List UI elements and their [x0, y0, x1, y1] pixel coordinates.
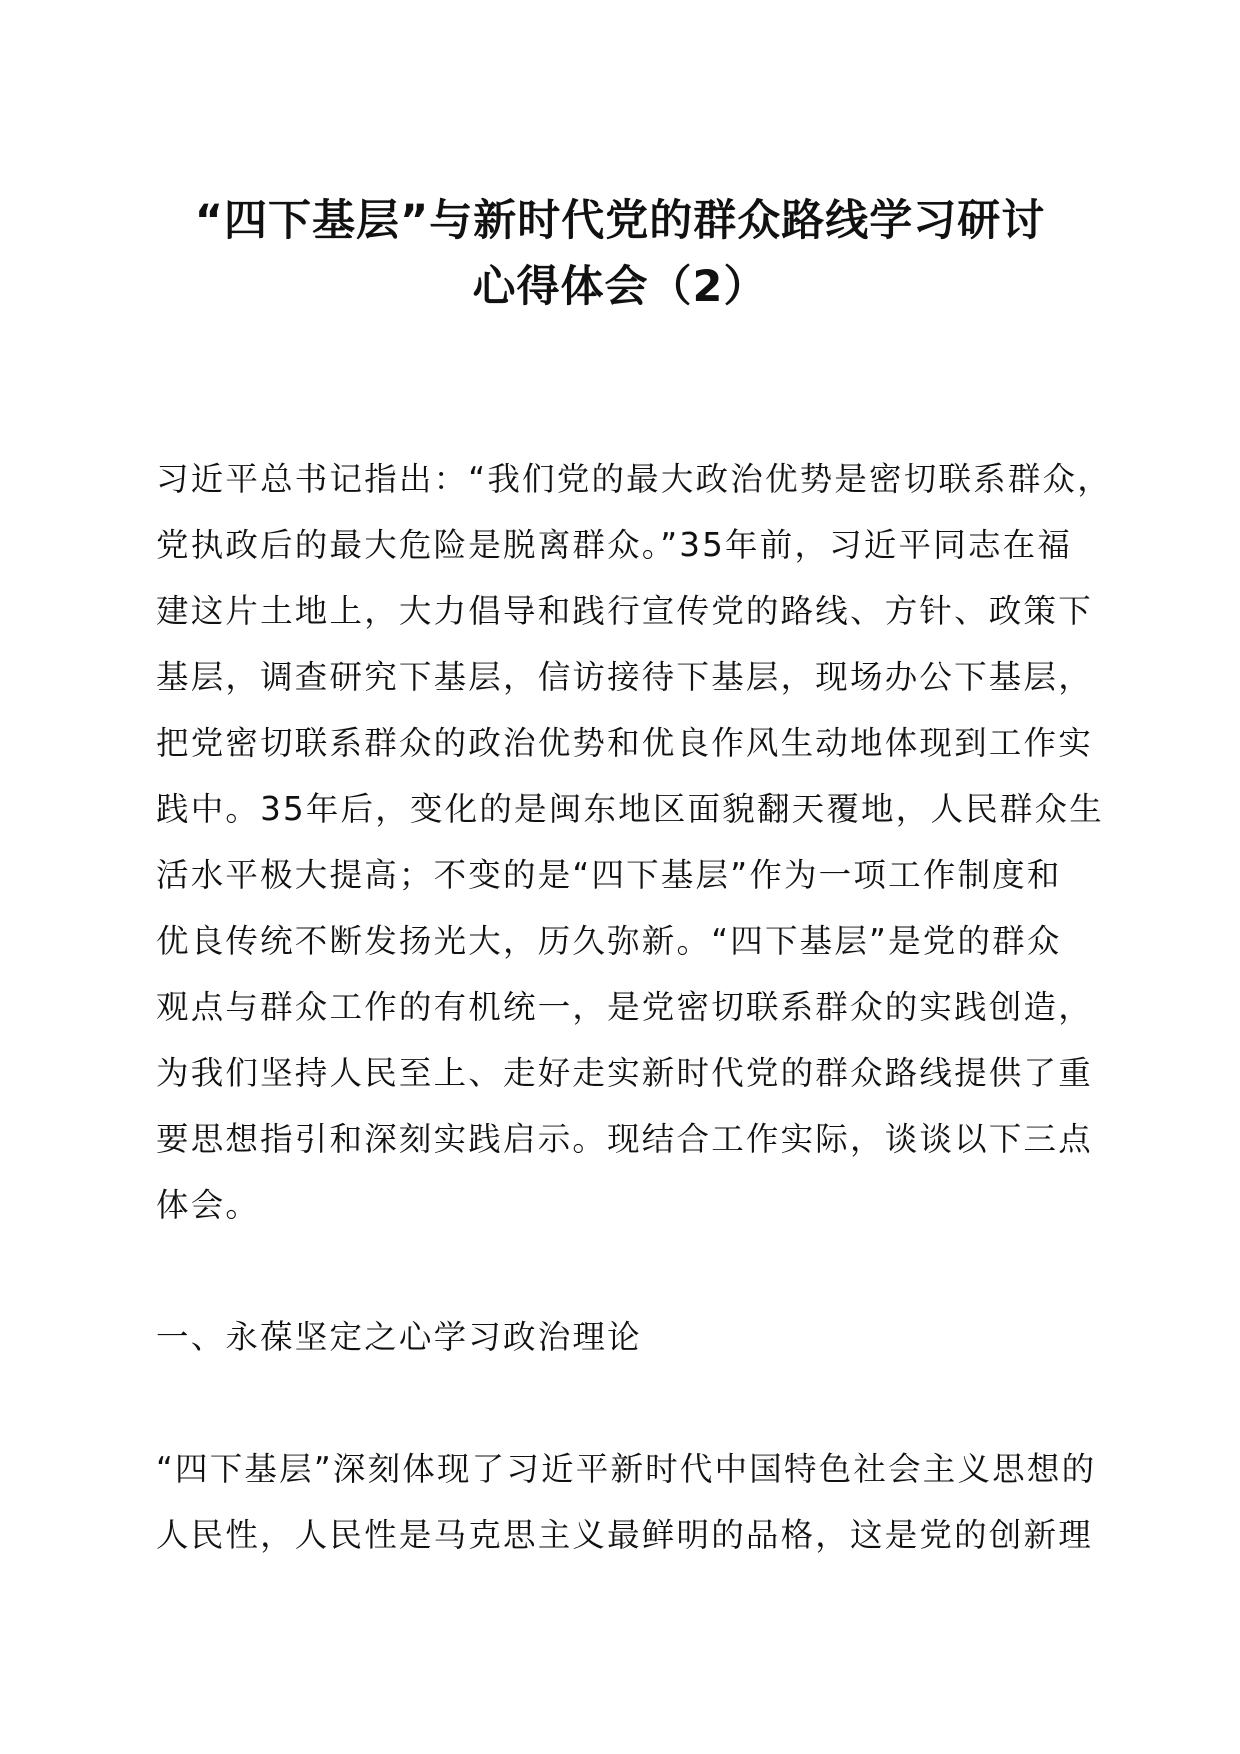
- document-title: [120, 188, 1120, 320]
- paragraph-spacer: [156, 1370, 1116, 1436]
- intro-line: 党执政后的最大危险是脱离群众。”35年前，习近平同志在福: [156, 526, 1073, 564]
- intro-line: 把党密切联系群众的政治优势和优良作风生动地体现到工作实: [156, 724, 1093, 762]
- section-heading: 一、永葆坚定之心学习政治理论: [156, 1318, 642, 1356]
- intro-line: 要思想指引和深刻实践启示。现结合工作实际，谈谈以下三点: [156, 1120, 1093, 1158]
- intro-line: 体会。: [156, 1186, 261, 1224]
- intro-line: 习近平总书记指出：“我们党的最大政治优势是密切联系群众，: [156, 460, 1112, 498]
- paragraph-spacer: [156, 1238, 1116, 1304]
- section-line: 人民性，人民性是马克思主义最鲜明的品格，这是党的创新理: [156, 1516, 1093, 1554]
- intro-line: 为我们坚持人民至上、走好走实新时代党的群众路线提供了重: [156, 1054, 1093, 1092]
- intro-line: 建这片土地上，大力倡导和践行宣传党的路线、方针、政策下: [156, 592, 1093, 630]
- section-line: “四下基层”深刻体现了习近平新时代中国特色社会主义思想的: [156, 1450, 1097, 1488]
- intro-line: 活水平极大提高；不变的是“四下基层”作为一项工作制度和: [156, 856, 1062, 894]
- title-line-1: “四下基层”与新时代党的群众路线学习研讨: [194, 196, 1046, 246]
- intro-line: 优良传统不断发扬光大，历久弥新。“四下基层”是党的群众: [156, 922, 1062, 960]
- document-body: [156, 446, 1116, 1568]
- intro-line: 观点与群众工作的有机统一，是党密切联系群众的实践创造，: [156, 988, 1093, 1026]
- intro-line: 践中。35年后，变化的是闽东地区面貌翻天覆地，人民群众生: [156, 790, 1104, 828]
- intro-line: 基层，调查研究下基层，信访接待下基层，现场办公下基层，: [156, 658, 1093, 696]
- title-line-2: 心得体会（2）: [472, 262, 768, 312]
